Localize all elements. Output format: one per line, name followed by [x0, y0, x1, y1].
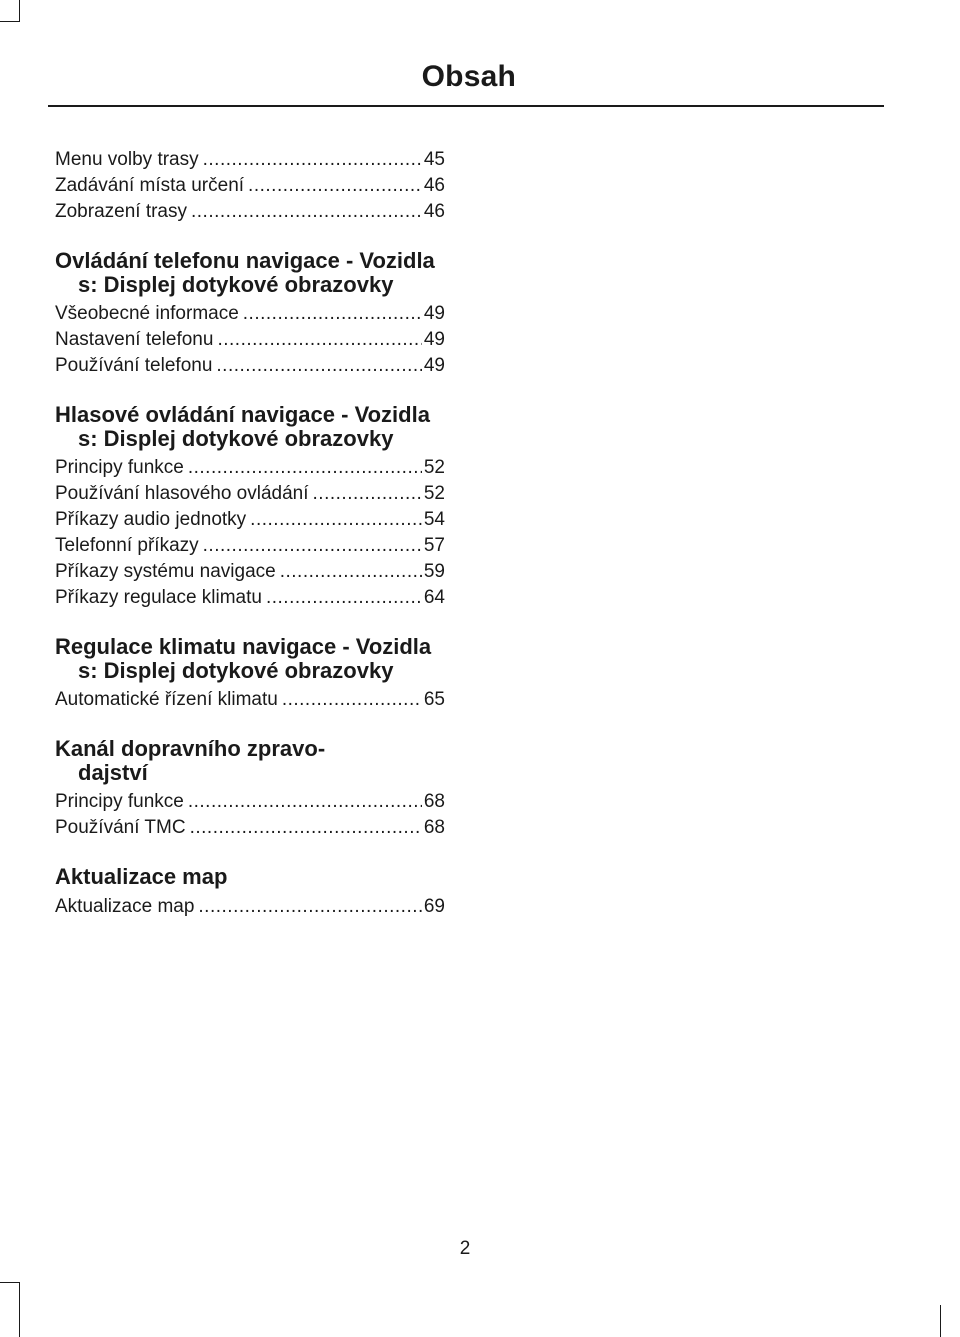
- toc-entry-page: 46: [423, 201, 445, 222]
- toc-entry-page: 69: [423, 895, 445, 917]
- toc-entry[interactable]: [55, 559, 445, 585]
- dot-leader: [216, 353, 421, 379]
- toc-entry-page: 59: [423, 561, 445, 582]
- dot-leader: [203, 533, 422, 559]
- toc-entry-page: 68: [423, 817, 445, 838]
- toc-entry-page: 52: [423, 457, 445, 478]
- toc-entry-label: Aktualizace map: [55, 895, 195, 917]
- toc-entry[interactable]: [55, 327, 445, 353]
- toc-entry-label: Příkazy regulace klimatu: [55, 587, 262, 608]
- toc-entry[interactable]: [55, 199, 445, 225]
- dot-leader: [266, 585, 422, 611]
- toc-entry-label: Všeobecné informace: [55, 303, 239, 324]
- section-heading[interactable]: Regulace klimatu navigace - Vozidla s: Displej dotykové obrazovky: [55, 634, 432, 683]
- dot-leader: [313, 481, 422, 507]
- toc-section-phone: [55, 249, 445, 379]
- toc-entry-label: Principy funkce: [55, 457, 184, 478]
- toc-entry-page: 57: [423, 535, 445, 556]
- toc-entry-label: Zadávání místa určení: [55, 175, 245, 196]
- toc-section-voice: [55, 403, 445, 611]
- crop-mark-bottom-left-horizontal: [0, 1282, 20, 1283]
- toc-entry[interactable]: [55, 455, 445, 481]
- dot-leader: [243, 301, 422, 327]
- crop-mark-top-left-horizontal: [0, 21, 20, 22]
- toc-intro-entries: [55, 147, 445, 225]
- toc-entry-label: Automatické řízení klimatu: [55, 689, 278, 710]
- toc-entry[interactable]: [55, 147, 445, 173]
- section-heading[interactable]: Hlasové ovládání navigace - Vozidla s: Displej dotykové obrazovky: [55, 402, 430, 451]
- toc-entry-label: Telefonní příkazy: [55, 535, 199, 556]
- toc-entry-page: 68: [423, 791, 445, 812]
- section-heading[interactable]: Kanál dopravního zpravo- dajství: [55, 736, 326, 785]
- toc-entry-label: Nastavení telefonu: [55, 329, 214, 350]
- dot-leader: [250, 507, 422, 533]
- toc-entry[interactable]: [55, 815, 445, 841]
- toc-section-climate: [55, 635, 445, 713]
- dot-leader: [190, 815, 422, 841]
- toc-entry[interactable]: [55, 687, 445, 713]
- section-heading[interactable]: Ovládání telefonu navigace - Vozidla s: Displej dotykové obrazovky: [55, 248, 435, 297]
- toc-entry-label: Používání telefonu: [55, 355, 213, 376]
- dot-leader: [191, 199, 422, 225]
- toc-entry-page: 54: [423, 509, 445, 530]
- page-number: 2: [459, 1238, 471, 1259]
- toc-section-map-update: [55, 865, 445, 920]
- toc-entry-page: 65: [423, 689, 445, 710]
- toc-entry-page: 64: [423, 587, 445, 608]
- dot-leader: [217, 327, 421, 353]
- toc-entry-page: 49: [423, 355, 445, 376]
- toc-entry[interactable]: [55, 301, 445, 327]
- dot-leader: [188, 455, 422, 481]
- toc-entry-label: Menu volby trasy: [55, 149, 199, 170]
- crop-mark-bottom-right-vertical: [940, 1305, 941, 1337]
- toc-entry[interactable]: [55, 481, 445, 507]
- table-of-contents: [55, 147, 445, 920]
- toc-section-traffic: [55, 737, 445, 841]
- toc-entry-label: Používání hlasového ovládání: [55, 483, 309, 504]
- dot-leader: [203, 147, 422, 173]
- dot-leader: [280, 559, 422, 585]
- toc-entry-page: 49: [423, 303, 445, 324]
- toc-entry-label: Příkazy systému navigace: [55, 561, 276, 582]
- page-title: Obsah: [421, 60, 516, 93]
- toc-entry[interactable]: [55, 533, 445, 559]
- crop-mark-bottom-left-vertical: [19, 1282, 20, 1337]
- toc-entry-label: Používání TMC: [55, 817, 186, 838]
- toc-entry-page: 49: [423, 329, 445, 350]
- toc-entry-label: Příkazy audio jednotky: [55, 509, 247, 530]
- toc-entry[interactable]: [55, 173, 445, 199]
- crop-mark-top-left-vertical: [19, 0, 20, 22]
- dot-leader: [282, 687, 422, 713]
- toc-entry[interactable]: [55, 353, 445, 379]
- dot-leader: [188, 789, 422, 815]
- toc-entry[interactable]: [55, 894, 445, 920]
- section-heading[interactable]: Aktualizace map: [55, 864, 228, 889]
- toc-entry[interactable]: [55, 585, 445, 611]
- toc-entry[interactable]: [55, 789, 445, 815]
- title-rule: [48, 105, 884, 107]
- toc-entry-page: 45: [423, 149, 445, 170]
- toc-entry-page: 52: [423, 483, 445, 504]
- toc-entry-page: 46: [423, 175, 445, 196]
- toc-entry-label: Principy funkce: [55, 791, 184, 812]
- toc-entry-label: Zobrazení trasy: [55, 201, 187, 222]
- dot-leader: [248, 173, 422, 199]
- dot-leader: [198, 894, 421, 920]
- toc-entry[interactable]: [55, 507, 445, 533]
